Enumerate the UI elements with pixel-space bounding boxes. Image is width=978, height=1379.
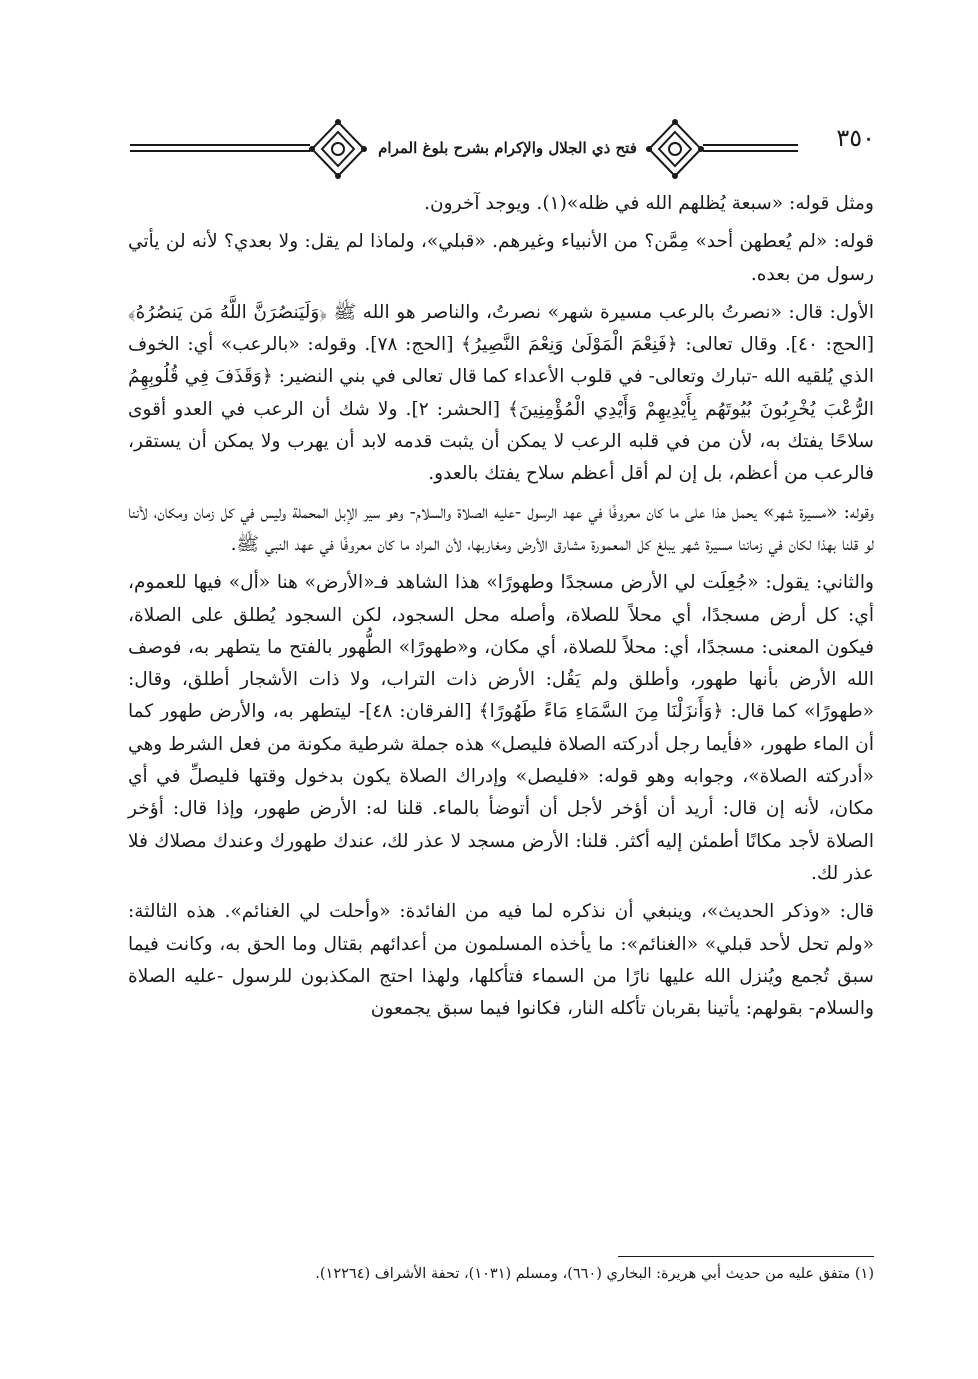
paragraph: قال: «وذكر الحديث»، وينبغي أن نذكره لما فيه من الفائدة: «وأحلت لي الغنائم». هذه الثالثة: «ولم تحل لأحد قبلي» «الغنائم»: ما يأخذه المسلمون من أعدائهم بقتال وما الحق به، وكانت فيما سبق تُجمع ويُنزل الله عليها نارًا من السماء فتأكلها، ولهذا احتج المكذبون للرسول -عليه الصلاة والسلام- بقولهم: يأتينا بقربان تأكله النار، فكانوا فيما سبق يجمعون — [128, 901, 874, 1020]
paragraph: الأول: قال: «نصرتُ بالرعب مسيرة شهر» نصرتُ، والناصر هو الله ﷺ ﴿وَلَيَنصُرَنَّ اللَّهُ مَن يَنصُرُهُ﴾ [الحج: ٤٠]. وقال تعالى: ﴿فَنِعْمَ الْمَوْلَىٰ وَنِعْمَ النَّصِيرُ﴾ [الحج: ٧٨]. وقوله: «بالرعب» أي: الخوف الذي يُلقيه الله -تبارك وتعالى- في قلوب الأعداء كما قال تعالى في بني النضير: ﴿وَقَذَفَ فِي قُلُوبِهِمُ الرُّعْبَ يُخْرِبُونَ بُيُوتَهُم بِأَيْدِيهِمْ وَأَيْدِي الْمُؤْمِنِينَ﴾ [الحشر: ٢]. ولا شك أن الرعب في العدو أقوى سلاحًا يفتك به، لأن من في قلبه الرعب لا يمكن أن يثبت قدمه لابد أن يهرب ولا يمكن أن يستقر، فالرعب من أعظم، بل إن لم أقل أعظم سلاح يفتك بالعدو. — [128, 301, 874, 485]
running-title: فتح ذي الجلال والإكرام بشرح بلوغ المرام — [378, 139, 637, 157]
body-text — [128, 188, 874, 1031]
footnote: (١) متفق عليه من حديث أبي هريرة: البخاري (٦٦٠)، ومسلم (١٠٣١)، تحفة الأشراف (١٢٢٦٤). — [315, 1266, 874, 1282]
header-rule-right-2 — [703, 150, 798, 152]
paragraph: قوله: «لم يُعطهن أحد» مِمَّن؟ من الأنبياء وغيرهم. «قبلي»، ولماذا لم يقل: ولا بعدي؟ لأنه لن يأتي رسول من بعده. — [128, 231, 874, 285]
ornament-left-icon — [308, 118, 368, 180]
paragraph: ومثل قوله: «سبعة يُظلهم الله في ظله»(١). ويوجد آخرون. — [424, 193, 874, 214]
page-header — [130, 118, 875, 180]
footnote-divider — [618, 1256, 874, 1257]
paragraph: والثاني: يقول: «جُعِلَت لي الأرض مسجدًا وطهورًا» هذا الشاهد فـ«الأرض» هنا «أل» فيها للعموم، أي: كل أرض مسجدًا، أي محلاً للصلاة، وأصله محل السجود، لكن السجود يُطلق على الصلاة، فيكون المعنى: مسجدًا، أي: محلاً للصلاة، أي مكان، و«طهورًا» الطُّهور بالفتح ما يتطهر به، فوصف الله الأرض بأنها طهور، وأطلق ولم يَقُل: الأرض ذات التراب، ولا ذات الأشجار أطلق، وقال: «طهورًا» كما قال: ﴿وَأَنزَلْنَا مِنَ السَّمَاءِ مَاءً طَهُورًا﴾ [الفرقان: ٤٨]- ليتطهر به، والأرض طهور كما أن الماء طهور، «فأيما رجل أدركته الصلاة فليصل» هذه جملة شرطية مكونة من فعل الشرط وهي «أدركته الصلاة»، وجوابه وهو قوله: «فليصل» وإدراك الصلاة يكون بدخول وقتها فليصلِّ في أي مكان، لأنه إن قال: أريد أن أؤخر لأجل أن أتوضأ بالماء. قلنا له: الأرض طهور، وإذا قال: أؤخر الصلاة لأجد مكانًا أطمئن إليه أكثر. قلنا: الأرض مسجد لا عذر لك، عندك طهورك وعندك مصلاك فلا عذر لك. — [128, 572, 875, 884]
header-rule-left — [130, 144, 310, 146]
ornament-right-icon — [645, 118, 705, 180]
header-rule-left-2 — [130, 150, 310, 152]
paragraph: وقوله: «مسيرة شهر» يحمل هذا على ما كان معروفًا في عهد الرسول -عليه الصلاة والسلام- وهو سير الإبل المحملة وليس في كل زمان ومكان، لأننا لو قلنا بهذا لكان في زماننا مسيرة شهر يبلغ كل المعمورة مشارق الأرض ومغاربها، لأن المراد ما كان معروفًا في عهد النبي ﷺ. — [128, 501, 874, 555]
header-rule-right — [703, 144, 798, 146]
page-number: ٣٥٠ — [836, 124, 875, 152]
